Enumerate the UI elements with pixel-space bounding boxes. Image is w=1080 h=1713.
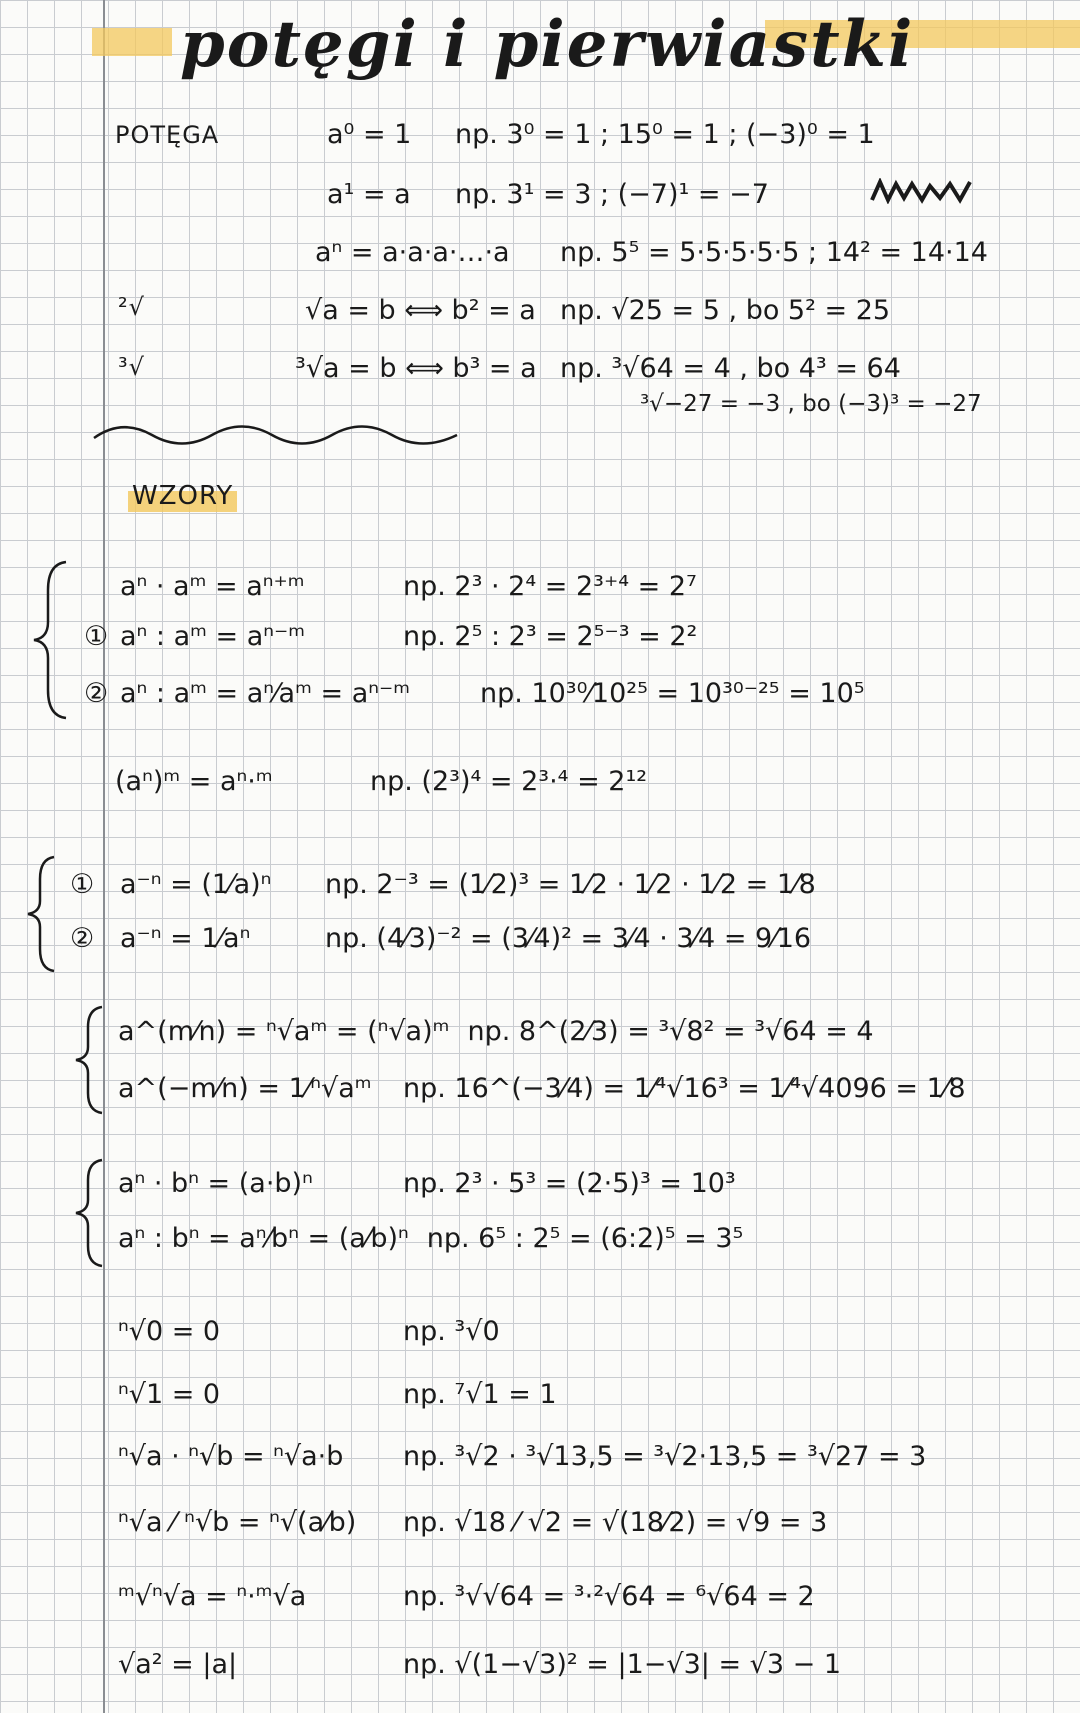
scribble-mark bbox=[870, 178, 975, 204]
formula-row bbox=[120, 620, 697, 654]
formula: a⁻ⁿ = 1⁄aⁿ bbox=[120, 923, 251, 954]
label-square-root: ²√ bbox=[118, 293, 145, 321]
formula-row bbox=[118, 1506, 827, 1540]
example: np. 2⁻³ = (1⁄2)³ = 1⁄2 · 1⁄2 · 1⁄2 = 1⁄8 bbox=[325, 869, 816, 900]
formula: ᵐ√ⁿ√a = ⁿ·ᵐ√a bbox=[118, 1581, 307, 1612]
example: ³√−27 = −3 , bo (−3)³ = −27 bbox=[640, 391, 982, 417]
example: np. 16^(−3⁄4) = 1⁄⁴√16³ = 1⁄⁴√4096 = 1⁄8 bbox=[403, 1073, 966, 1104]
example: np. 10³⁰⁄10²⁵ = 10³⁰⁻²⁵ = 10⁵ bbox=[480, 678, 865, 709]
brace bbox=[72, 1005, 106, 1115]
formula: ⁿ√1 = 0 bbox=[118, 1379, 221, 1410]
formula-row bbox=[327, 118, 875, 152]
wavy-divider bbox=[92, 420, 462, 450]
example: np. 3¹ = 3 ; (−7)¹ = −7 bbox=[455, 179, 769, 210]
formula: √a² = |a| bbox=[118, 1649, 238, 1680]
formula: (aⁿ)ᵐ = aⁿ·ᵐ bbox=[115, 766, 273, 797]
example: np. 3⁰ = 1 ; 15⁰ = 1 ; (−3)⁰ = 1 bbox=[455, 119, 875, 150]
notebook-margin-line bbox=[103, 0, 105, 1713]
formula: a^(m⁄n) = ⁿ√aᵐ = (ⁿ√a)ᵐ bbox=[118, 1016, 450, 1047]
formula: aⁿ · bⁿ = (a·b)ⁿ bbox=[118, 1168, 313, 1199]
formula-row bbox=[327, 178, 769, 212]
example: np. √(1−√3)² = |1−√3| = √3 − 1 bbox=[403, 1649, 841, 1680]
formula: √a = b ⟺ b² = a bbox=[305, 295, 536, 326]
example: np. ³√2 · ³√13,5 = ³√2·13,5 = ³√27 = 3 bbox=[403, 1441, 927, 1472]
formula-row bbox=[118, 1167, 736, 1201]
circled-marker: ① bbox=[70, 869, 95, 900]
example: np. 6⁵ : 2⁵ = (6:2)⁵ = 3⁵ bbox=[426, 1223, 744, 1254]
formula-row bbox=[115, 765, 647, 799]
formula: aⁿ = a·a·a·…·a bbox=[315, 237, 510, 268]
formula-row bbox=[120, 570, 697, 604]
formula: ⁿ√a · ⁿ√b = ⁿ√a·b bbox=[118, 1441, 344, 1472]
formula: a⁰ = 1 bbox=[327, 119, 412, 150]
example: np. 2⁵ : 2³ = 2⁵⁻³ = 2² bbox=[403, 621, 698, 652]
example: np. ³√0 bbox=[403, 1316, 500, 1347]
example: np. ⁷√1 = 1 bbox=[403, 1379, 557, 1410]
formula-row bbox=[295, 352, 901, 386]
formula-row bbox=[120, 922, 811, 956]
example: np. 2³ · 5³ = (2·5)³ = 10³ bbox=[403, 1168, 736, 1199]
example: np. 5⁵ = 5·5·5·5·5 ; 14² = 14·14 bbox=[560, 237, 988, 268]
brace bbox=[30, 560, 70, 720]
example: np. (2³)⁴ = 2³·⁴ = 2¹² bbox=[370, 766, 648, 797]
formula-row bbox=[118, 1648, 841, 1682]
example: np. (4⁄3)⁻² = (3⁄4)² = 3⁄4 · 3⁄4 = 9⁄16 bbox=[325, 923, 812, 954]
circled-marker: ② bbox=[70, 923, 95, 954]
formula: aⁿ · aᵐ = aⁿ⁺ᵐ bbox=[120, 571, 305, 602]
formula-row bbox=[118, 1222, 743, 1256]
formula: a^(−m⁄n) = 1⁄ⁿ√aᵐ bbox=[118, 1073, 372, 1104]
brace bbox=[72, 1158, 106, 1268]
formula-row bbox=[118, 1015, 874, 1049]
formula: ⁿ√a ⁄ ⁿ√b = ⁿ√(a⁄b) bbox=[118, 1507, 357, 1538]
formula-row bbox=[118, 1580, 815, 1614]
formula: aⁿ : aᵐ = aⁿ⁄aᵐ = aⁿ⁻ᵐ bbox=[120, 678, 411, 709]
label-cube-root: ³√ bbox=[118, 353, 145, 381]
formula-row bbox=[118, 1440, 926, 1474]
formula-row bbox=[118, 1315, 500, 1349]
example: np. 8^(2⁄3) = ³√8² = ³√64 = 4 bbox=[467, 1016, 874, 1047]
example: np. ³√64 = 4 , bo 4³ = 64 bbox=[560, 353, 901, 384]
example: np. ³√√64 = ³·²√64 = ⁶√64 = 2 bbox=[403, 1581, 815, 1612]
label-power: POTĘGA bbox=[115, 121, 220, 149]
formula-row bbox=[118, 1378, 557, 1412]
formula-row bbox=[305, 294, 890, 328]
formula: aⁿ : bⁿ = aⁿ⁄bⁿ = (a⁄b)ⁿ bbox=[118, 1223, 409, 1254]
formula-row bbox=[118, 1072, 966, 1106]
example: np. √25 = 5 , bo 5² = 25 bbox=[560, 295, 891, 326]
brace bbox=[24, 855, 58, 973]
formula: aⁿ : aᵐ = aⁿ⁻ᵐ bbox=[120, 621, 306, 652]
example: np. 2³ · 2⁴ = 2³⁺⁴ = 2⁷ bbox=[403, 571, 697, 602]
example: np. √18 ⁄ √2 = √(18⁄2) = √9 = 3 bbox=[403, 1507, 828, 1538]
formula-row bbox=[120, 677, 865, 711]
formula: a⁻ⁿ = (1⁄a)ⁿ bbox=[120, 869, 272, 900]
circled-marker: ② bbox=[84, 678, 109, 709]
formula-row bbox=[120, 868, 816, 902]
formula: ³√a = b ⟺ b³ = a bbox=[295, 353, 537, 384]
formula-row bbox=[315, 236, 988, 270]
section-heading-wzory: WZORY bbox=[128, 480, 237, 512]
formula: a¹ = a bbox=[327, 179, 411, 210]
page-title: potęgi i pierwiastki bbox=[180, 7, 915, 82]
circled-marker: ① bbox=[84, 621, 109, 652]
title-highlight-left bbox=[92, 28, 172, 56]
formula: ⁿ√0 = 0 bbox=[118, 1316, 221, 1347]
